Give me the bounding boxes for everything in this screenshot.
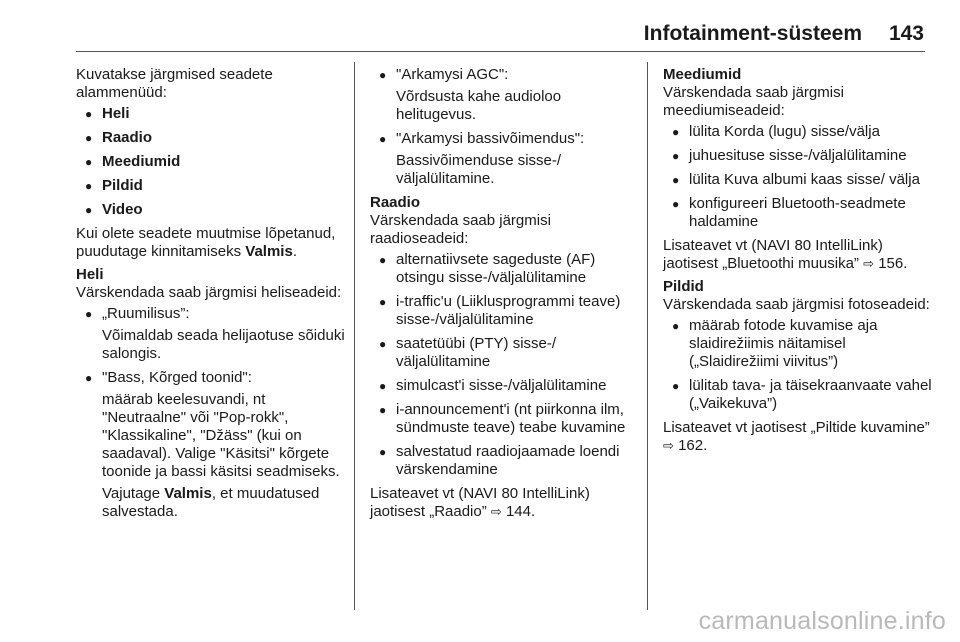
section-heading-pildid: Pildid bbox=[663, 278, 704, 295]
page-number: 143 bbox=[888, 22, 924, 45]
list-item: ● simulcast'i sisse-/väljalülitamine bbox=[370, 377, 632, 395]
page-reference-arrow-icon: ⇨ bbox=[490, 504, 502, 519]
column-2 bbox=[370, 66, 632, 521]
raadio-reference: Lisateavet vt (NAVI 80 IntelliLink) jaotisest „Raadio” ⇨ 144. bbox=[370, 485, 590, 520]
page-reference-arrow-icon: ⇨ bbox=[863, 256, 875, 271]
list-item: ● Heli bbox=[76, 105, 346, 123]
page-header bbox=[76, 22, 924, 48]
list-item: ● Meediumid bbox=[76, 153, 346, 171]
settings-intro: Kuvatakse järgmised seadete alammenüüd: bbox=[76, 66, 273, 101]
header-divider bbox=[76, 51, 925, 52]
column-divider-2 bbox=[647, 62, 648, 610]
save-instruction: Vajutage Valmis, et muudatused salvestada. bbox=[102, 485, 320, 520]
list-item: ● i-announcement'i (nt piirkonna ilm, sündmuste teave) teabe kuvamine bbox=[370, 401, 632, 437]
section-heading-heli: Heli bbox=[76, 266, 104, 283]
list-item: ● lülita Korda (lugu) sisse/välja bbox=[663, 123, 933, 141]
pildid-reference: Lisateavet vt jaotisest „Piltide kuvamine” ⇨ 162. bbox=[663, 419, 930, 454]
list-item: ● "Arkamysi AGC": Võrdsusta kahe audioloo helitugevus. bbox=[370, 66, 632, 124]
pildid-list bbox=[663, 317, 933, 413]
list-item: ● lülita Kuva albumi kaas sisse/ välja bbox=[663, 171, 933, 189]
list-item: ● lülitab tava- ja täisekraanvaate vahel („Vaikekuva”) bbox=[663, 377, 933, 413]
chapter-title: Infotainment-süsteem bbox=[643, 22, 862, 45]
list-item: ● alternatiivsete sageduste (AF) otsingu sisse-/väljalülitamine bbox=[370, 251, 632, 287]
list-item: ● salvestatud raadiojaamade loendi värskendamine bbox=[370, 443, 632, 479]
list-item: ● Raadio bbox=[76, 129, 346, 147]
column-3 bbox=[663, 66, 933, 455]
list-item: ● juhuesituse sisse-/väljalülitamine bbox=[663, 147, 933, 165]
submenu-list bbox=[76, 105, 346, 219]
raadio-intro: Värskendada saab järgmisi raadioseadeid: bbox=[370, 212, 551, 247]
list-item: ● konfigureeri Bluetooth-seadmete haldamine bbox=[663, 195, 933, 231]
watermark: carmanualsonline.info bbox=[698, 607, 946, 635]
exit-instruction: Kui olete seadete muutmise lõpetanud, puudutage kinnitamiseks Valmis. bbox=[76, 225, 336, 260]
heli-list bbox=[76, 305, 346, 521]
list-item: ● i-traffic'u (Liiklusprogrammi teave) sisse-/väljalülitamine bbox=[370, 293, 632, 329]
meediumid-intro: Värskendada saab järgmisi meediumiseadeid: bbox=[663, 84, 844, 119]
list-item: ● "Bass, Kõrged toonid": määrab keelesuvandi, nt "Neutraalne" või "Pop-rokk", "Klassikaline", "Džäss" (kui on saadaval). Valige "Käsitsi" kõrgete toonide ja bassi käsitsi seadmiseks. Vajutage Valmis, et muudatused salvestada. bbox=[76, 369, 346, 521]
list-item: ● saatetüübi (PTY) sisse-/ väljalülitamine bbox=[370, 335, 632, 371]
list-item: ● määrab fotode kuvamise aja slaidirežiimis näitamisel („Slaidirežiimi viivitus”) bbox=[663, 317, 933, 371]
heli-list-continued bbox=[370, 66, 632, 188]
list-item: ● Pildid bbox=[76, 177, 346, 195]
page-reference-arrow-icon: ⇨ bbox=[663, 438, 674, 453]
column-divider-1 bbox=[354, 62, 355, 610]
list-item: ● Video bbox=[76, 201, 346, 219]
pildid-intro: Värskendada saab järgmisi fotoseadeid: bbox=[663, 296, 930, 313]
list-item: ● "Arkamysi bassivõimendus": Bassivõimenduse sisse-/ väljalülitamine. bbox=[370, 130, 632, 188]
list-item: ● „Ruumilisus”: Võimaldab seada helijaotuse sõiduki salongis. bbox=[76, 305, 346, 363]
raadio-list bbox=[370, 251, 632, 479]
section-heading-raadio: Raadio bbox=[370, 194, 421, 211]
meediumid-list bbox=[663, 123, 933, 231]
section-heading-meediumid: Meediumid bbox=[663, 66, 742, 83]
heli-intro: Värskendada saab järgmisi heliseadeid: bbox=[76, 284, 342, 301]
column-1 bbox=[76, 66, 346, 527]
bluetooth-reference: Lisateavet vt (NAVI 80 IntelliLink) jaotisest „Bluetoothi muusika” ⇨ 156. bbox=[663, 237, 908, 272]
